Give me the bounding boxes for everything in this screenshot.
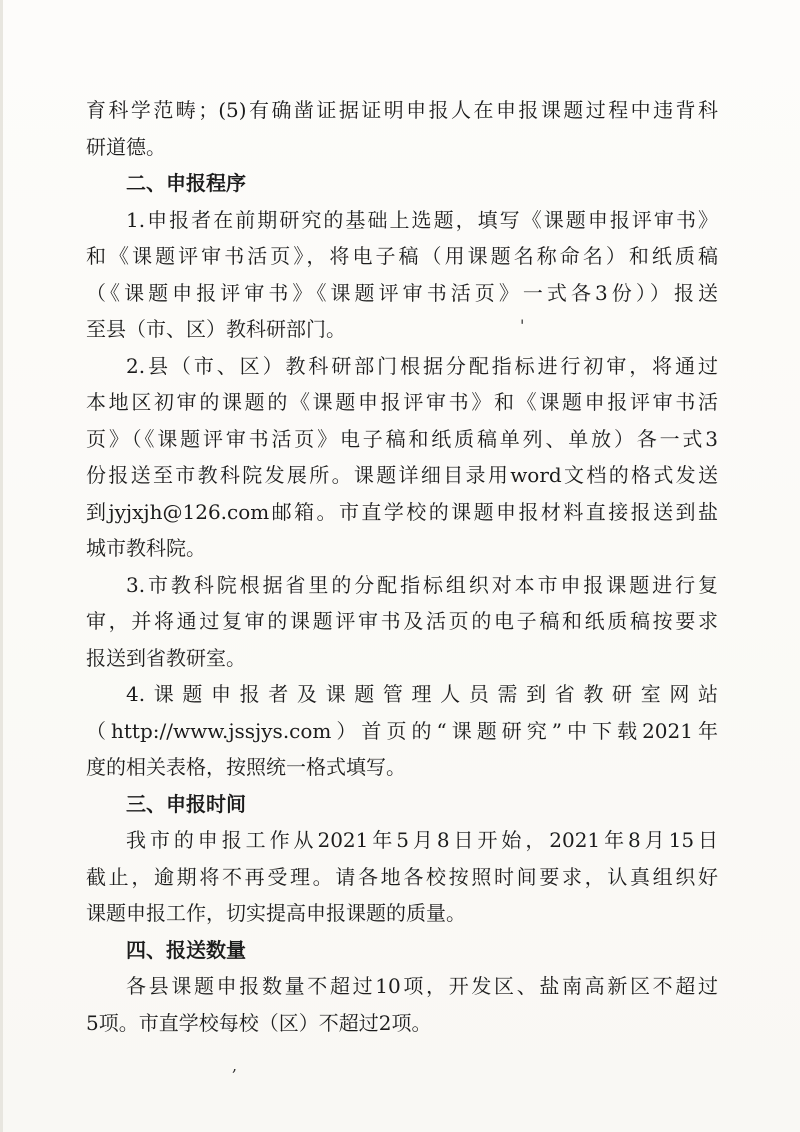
body-line: 报送到省教研室。 [86,645,246,670]
body-line: 1.申报者在前期研究的基础上选题，填写《课题申报评审书》 [126,207,718,232]
section-heading-quantity: 四、报送数量 [126,937,246,962]
body-line: 城市教科院。 [86,536,206,560]
body-line: 份报送至市教科院发展所。课题详细目录用word文档的格式发送 [86,463,718,487]
stray-mark: , [232,1056,238,1075]
body-line: 课题申报工作，切实提高申报课题的质量。 [86,901,466,925]
body-line: 研道德。 [86,134,166,159]
body-line: 审，并将通过复审的课题评审书及活页的电子稿和纸质稿按要求 [86,609,718,633]
stray-mark: ' [520,316,525,335]
body-line: 5项。市直学校每校（区）不超过2项。 [86,1010,432,1035]
section-heading-time: 三、申报时间 [126,791,246,816]
body-line: 度的相关表格，按照统一格式填写。 [86,755,406,779]
body-line: （http://www.jssjys.com）首页的“课题研究”中下载2021年 [86,718,718,743]
body-line: 和《课题评审书活页》，将电子稿（用课题名称命名）和纸质稿 [86,244,718,268]
body-line: 本地区初审的课题的《课题申报评审书》和《课题申报评审书活 [86,390,718,414]
body-line: 2.县（市、区）教科研部门根据分配指标进行初审，将通过 [126,353,718,378]
body-line: 各县课题申报数量不超过10项，开发区、盐南高新区不超过 [126,974,718,998]
body-line: 育科学范畴；(5)有确凿证据证明申报人在申报课题过程中违背科 [86,98,718,122]
body-line: 到jyjxjh@126.com邮箱。市直学校的课题申报材料直接报送到盐 [86,499,718,524]
section-heading-procedure: 二、申报程序 [126,171,246,195]
document-body [86,92,718,1041]
body-line: 我市的申报工作从2021年5月8日开始，2021年8月15日 [126,828,718,852]
body-line: （《课题申报评审书》《课题评审书活页》一式各3份））报送 [86,280,718,305]
body-line: 4.课题申报者及课题管理人员需到省教研室网站 [126,682,718,706]
body-line: 页》（《课题评审书活页》电子稿和纸质稿单列、单放）各一式3 [86,426,718,451]
page-edge-shadow [0,0,3,1132]
body-line: 截止，逾期将不再受理。请各地各校按照时间要求，认真组织好 [86,864,718,889]
body-line: 至县（市、区）教科研部门。 [86,317,346,341]
body-line: 3.市教科院根据省里的分配指标组织对本市申报课题进行复 [126,572,718,597]
